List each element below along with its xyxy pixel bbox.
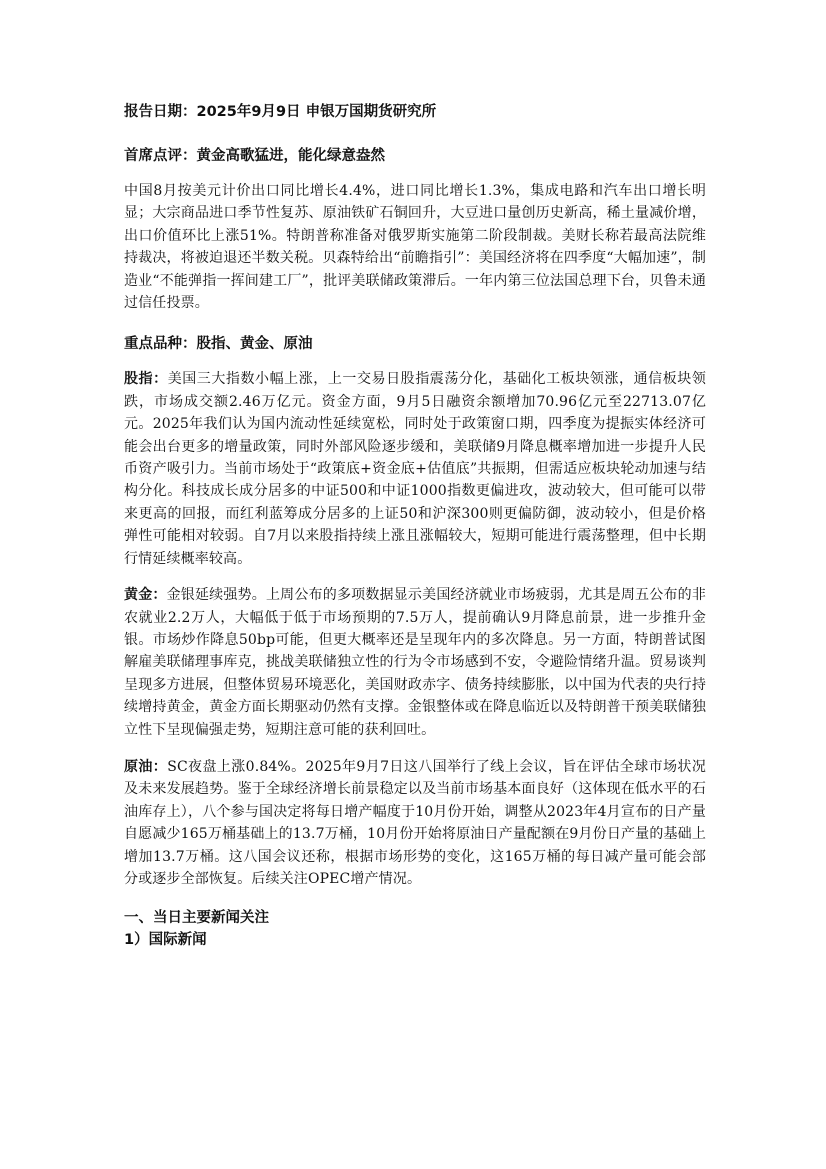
crude-oil-label: 原油：	[124, 758, 168, 775]
stock-index-body: 美国三大指数小幅上涨，上一交易日股指震荡分化，基础化工板块领涨，通信板块领跌，市场成交额2.46万亿元。资金方面，9月5日融资余额增加70.96亿元至22713.07亿元。2025年我们认为国内流动性延续宽松，同时处于政策窗口期，四季度为提振实体经济可能会出台更多的增量政策，同时外部风险逐步缓和，美联储9月降息概率增加进一步提升人民币资产吸引力。当前市场处于“政策底+资金底+估值底”共振期，但需适应板块轮动加速与结构分化。科技成长成分居多的中证500和中证1000指数更偏进攻，波动较大，但可能可以带来更高的回报，而红利蓝筹成分居多的上证50和沪深300则更偏防御，波动较小，但是价格弹性可能相对较弱。自7月以来股指持续上涨且涨幅较大，短期可能进行震荡整理，但中长期行情延续概率较高。	[124, 371, 706, 567]
report-date-line: 报告日期：2025年9月9日 申银万国期货研究所	[124, 104, 437, 120]
gold-body: 金银延续强势。上周公布的多项数据显示美国经济就业市场疲弱，尤其是周五公布的非农就业2.2万人，大幅低于低于市场预期的7.5万人，提前确认9月降息前景，进一步推升金银。市场炒作降息50bp可能，但更大概率还是呈现年内的多次降息。另一方面，特朗普试图解雇美联储理事库克，挑战美联储独立性的行为令市场感到不安，令避险情绪升温。贸易谈判呈现多方进展，但整体贸易环境恶化，美国财政赤字、债务持续膨胀，以中国为代表的央行持续增持黄金，黄金方面长期驱动仍然有支撑。金银整体或在降息临近以及特朗普干预美联储独立性下呈现偏强走势，短期注意可能的获利回吐。	[124, 587, 706, 738]
gold-label: 黄金：	[124, 587, 167, 604]
crude-oil-paragraph	[124, 756, 706, 890]
crude-oil-body: SC夜盘上涨0.84%。2025年9月7日这八国举行了线上会议，旨在评估全球市场状况及未来发展趋势。鉴于全球经济增长前景稳定以及当前市场基本面良好（这体现在低水平的石油库存上），八个参与国决定将每日增产幅度于10月份开始，调整从2023年4月宣布的日产量自愿减少165万桶基础上的13.7万桶，10月份开始将原油日产量配额在9月份日产量的基础上增加13.7万桶。这八国会议还称，根据市场形势的变化，这165万桶的每日减产量可能会部分或逐步全部恢复。后续关注OPEC增产情况。	[124, 758, 706, 887]
gold-paragraph	[124, 584, 706, 741]
report-page	[124, 92, 706, 950]
stock-index-paragraph	[124, 368, 706, 570]
stock-index-label: 股指：	[124, 371, 168, 388]
chief-comment-body: 中国8月按美元计价出口同比增长4.4%，进口同比增长1.3%，集成电路和汽车出口增长明显；大宗商品进口季节性复苏、原油铁矿石铜回升，大豆进口量创历史新高，稀土量减价增，出口价值环比上涨51%。特朗普称准备对俄罗斯实施第二阶段制裁。美财长称若最高法院维持裁决，将被迫退还半数关税。贝森特给出“前瞻指引”：美国经济将在四季度“大幅加速”，制造业“不能弹指一挥间建工厂”，批评美联储政策滞后。一年内第三位法国总理下台，贝鲁未通过信任投票。	[124, 183, 706, 312]
subsection-title: 1）国际新闻	[124, 932, 207, 949]
key-varieties-title: 重点品种：股指、黄金、原油	[124, 336, 313, 353]
chief-comment-title: 首席点评：黄金高歌猛进，能化绿意盎然	[124, 148, 385, 164]
section-title: 一、当日主要新闻关注	[124, 910, 269, 927]
